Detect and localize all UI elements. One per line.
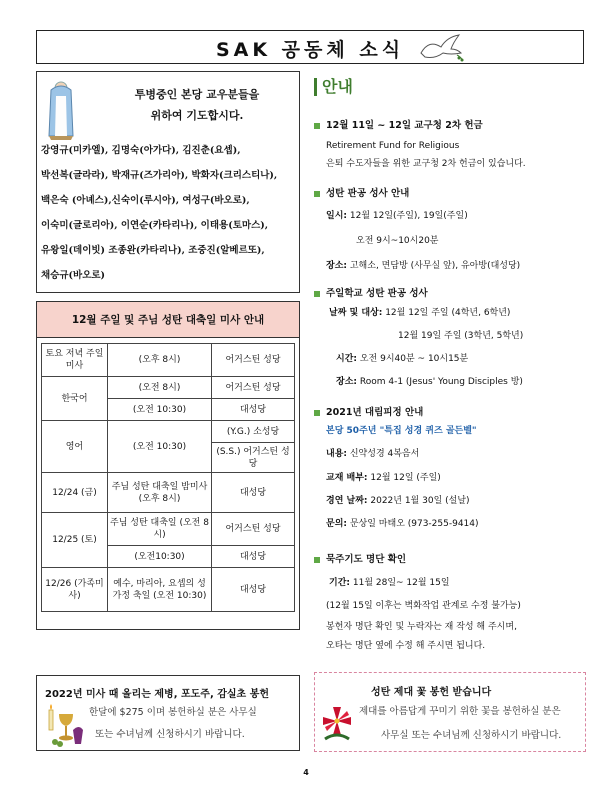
prayer-heading-line: 투병중인 본당 교우분들을 bbox=[134, 88, 260, 101]
mass-place: 대성당 bbox=[212, 399, 295, 421]
mary-statue-icon bbox=[45, 80, 77, 140]
mass-time: (오전 10:30) bbox=[108, 399, 212, 421]
chalice-icon bbox=[45, 704, 85, 748]
notice-value: 12월 12일 (주일) bbox=[367, 473, 441, 483]
notice-label: 문의: bbox=[326, 519, 347, 529]
flowers-box bbox=[314, 672, 586, 752]
table-row bbox=[42, 513, 295, 546]
mass-place: 어거스틴 성당 bbox=[212, 344, 295, 377]
notice-label: 기간: bbox=[329, 578, 350, 588]
notice-line bbox=[326, 495, 470, 507]
bullet-icon bbox=[314, 410, 320, 416]
table-row bbox=[42, 344, 295, 377]
poinsettia-icon bbox=[319, 701, 355, 745]
mass-place: 어거스틴 성당 bbox=[212, 377, 295, 399]
notice-value: 12월 12일(주일), 19일(주일) bbox=[347, 211, 468, 221]
mass-place: 대성당 bbox=[212, 546, 295, 568]
offering-line: 또는 수녀님께 신청하시기 바랍니다. bbox=[95, 729, 245, 740]
notices-heading: 안내 bbox=[314, 78, 353, 96]
notice-title: 주일학교 성탄 판공 성사 bbox=[326, 288, 428, 299]
notice-label: 교재 배부: bbox=[326, 473, 368, 483]
mass-schedule-title: 12월 주일 및 주님 성탄 대축일 미사 안내 bbox=[37, 302, 299, 338]
mass-place: 어거스틴 성당 bbox=[212, 513, 295, 546]
mass-group: 토요 저녁 주일미사 bbox=[42, 344, 108, 377]
notice-title: 2021년 대림피정 안내 bbox=[326, 407, 424, 418]
flowers-title: 성탄 제대 꽃 봉헌 받습니다 bbox=[371, 687, 492, 698]
notice-label: 장소: bbox=[336, 377, 357, 387]
notice-value: 오전 9시40분 ~ 10시15분 bbox=[357, 354, 469, 364]
mass-time: (오전 10:30) bbox=[108, 421, 212, 473]
notice-label: 경연 날짜: bbox=[326, 496, 368, 506]
notice-label: 내용: bbox=[326, 449, 347, 459]
notice-label: 시간: bbox=[336, 354, 357, 364]
notice-title: 묵주기도 명단 확인 bbox=[326, 554, 407, 565]
notice-line: 오전 9시~10시20분 bbox=[356, 236, 439, 246]
offering-line: 한달에 $275 이며 봉헌하실 분은 사무실 bbox=[89, 707, 257, 718]
notice-title: 12월 11일 ~ 12일 교구청 2차 헌금 bbox=[326, 120, 483, 131]
prayer-heading-line: 위하여 기도합시다. bbox=[150, 109, 244, 122]
mass-group: 12/26 (가족미사) bbox=[42, 568, 108, 612]
table-row bbox=[42, 421, 295, 443]
notice-line bbox=[326, 518, 479, 530]
mass-time: (오전 8시) bbox=[108, 377, 212, 399]
notice-label: 일시: bbox=[326, 211, 347, 221]
prayer-name-line: 이숙미(글로리아), 이연순(카타리나), 이태용(토마스), bbox=[41, 220, 269, 231]
prayer-name-line: 백은숙 (아녜스),신숙이(루시아), 여성구(바오로), bbox=[41, 195, 250, 206]
offering-title: 2022년 미사 때 올리는 제병, 포도주, 감실초 봉헌 bbox=[45, 689, 270, 700]
notice-value: 12월 12일 주일 (4학년, 6학년) bbox=[382, 308, 511, 318]
notice-line: Retirement Fund for Religious bbox=[326, 141, 460, 151]
notice-value: 고해소, 면담방 (사무실 앞), 유아방(대성당) bbox=[347, 261, 521, 271]
notice-line bbox=[326, 448, 419, 460]
table-row bbox=[42, 377, 295, 399]
notice-line bbox=[329, 307, 510, 319]
offering-box bbox=[36, 675, 300, 751]
flowers-line: 사무실 또는 수녀님께 신청하시기 바랍니다. bbox=[381, 730, 562, 741]
bullet-icon bbox=[314, 291, 320, 297]
mass-group: 영어 bbox=[42, 421, 108, 473]
notice-line bbox=[326, 260, 520, 272]
notice-line: 은퇴 수도자들을 위한 교구청 2차 헌금이 있습니다. bbox=[326, 159, 526, 169]
bullet-icon bbox=[314, 123, 320, 129]
table-row bbox=[42, 568, 295, 612]
mass-place: 대성당 bbox=[212, 473, 295, 513]
prayer-name-line: 채승규(바오로) bbox=[41, 270, 106, 281]
notice-value: 신약성경 4복음서 bbox=[347, 449, 420, 459]
mass-time: 주님 성탄 대축일 밤미사 (오후 8시) bbox=[108, 473, 212, 513]
mass-time: (오전10:30) bbox=[108, 546, 212, 568]
notice-line bbox=[329, 577, 450, 589]
page-header bbox=[36, 30, 584, 64]
notice-label: 장소: bbox=[326, 261, 347, 271]
notice-title: 성탄 판공 성사 안내 bbox=[326, 188, 410, 199]
mass-group: 12/25 (토) bbox=[42, 513, 108, 568]
mass-time: 주님 성탄 대축일 (오전 8시) bbox=[108, 513, 212, 546]
notice-value: 문상일 마태오 (973-255-9414) bbox=[347, 519, 479, 529]
notice-label: 날짜 및 대상: bbox=[329, 308, 383, 318]
mass-place: (S.S.) 어거스틴 성당 bbox=[212, 443, 295, 473]
mass-time: (오후 8시) bbox=[108, 344, 212, 377]
notice-line: 12월 19일 주일 (3학년, 5학년) bbox=[398, 331, 524, 341]
prayer-name-line: 유왕일(데이빗) 조종완(카타리나), 조중진(알베르또), bbox=[41, 245, 265, 256]
dove-icon bbox=[417, 33, 465, 63]
notice-line bbox=[326, 472, 441, 484]
mass-group: 12/24 (금) bbox=[42, 473, 108, 513]
page-number: 4 bbox=[303, 768, 309, 777]
notice-value: Room 4-1 (Jesus' Young Disciples 방) bbox=[357, 377, 523, 387]
page-title: SAK 공동체 소식 bbox=[215, 39, 405, 61]
notice-line: (12월 15일 이후는 벽화작업 관계로 수정 불가능) bbox=[326, 601, 521, 611]
notice-line bbox=[336, 353, 468, 365]
mass-table bbox=[41, 343, 295, 612]
table-row bbox=[42, 473, 295, 513]
mass-schedule bbox=[36, 301, 300, 630]
prayer-box bbox=[36, 71, 300, 293]
mass-time: 예수, 마리아, 요셉의 성가정 축일 (오전 10:30) bbox=[108, 568, 212, 612]
prayer-name-line: 강영규(미카엘), 김명숙(아가다), 김진춘(요셉), bbox=[41, 145, 241, 156]
notice-subtitle: 본당 50주년 "특집 성경 퀴즈 골든벨" bbox=[326, 426, 477, 436]
prayer-name-line: 박선복(글라라), 박재규(즈가리아), 박화자(크리스티나), bbox=[41, 170, 278, 181]
mass-place: (Y.G.) 소성당 bbox=[212, 421, 295, 443]
mass-group: 한국어 bbox=[42, 377, 108, 421]
prayer-names bbox=[41, 138, 299, 288]
bullet-icon bbox=[314, 191, 320, 197]
notice-line: 오타는 명단 옆에 수정 해 주시면 됩니다. bbox=[326, 641, 486, 651]
notice-line: 봉헌자 명단 확인 및 누락자는 재 작성 해 주시며, bbox=[326, 622, 517, 632]
notice-line bbox=[326, 210, 468, 222]
flowers-line: 제대를 아름답게 꾸미기 위한 꽃을 봉헌하실 분은 bbox=[359, 706, 561, 717]
notice-value: 11월 28일~ 12월 15일 bbox=[350, 578, 450, 588]
bullet-icon bbox=[314, 557, 320, 563]
mass-place: 대성당 bbox=[212, 568, 295, 612]
notice-line bbox=[336, 376, 523, 388]
notice-value: 2022년 1월 30일 (설날) bbox=[367, 496, 470, 506]
prayer-heading bbox=[97, 84, 297, 126]
